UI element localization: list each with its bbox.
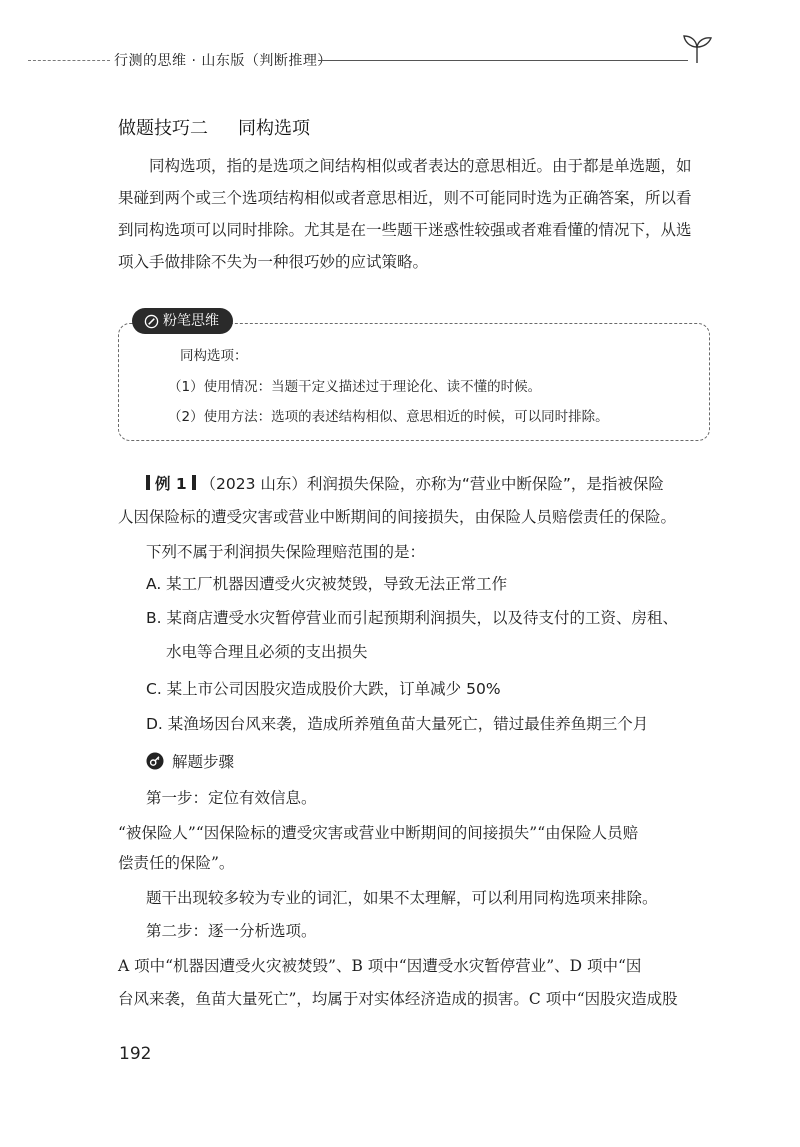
callout-item-1: （1）使用情况：当题干定义描述过于理论化、读不懂的时候。 [168,379,542,395]
key-circle-icon [146,752,164,770]
solution-note: 题干出现较多较为专业的词汇，如果不太理解，可以利用同构选项来排除。 [146,889,658,907]
analysis-line-1: A 项中“机器因遭受火灾被焚毁”、B 项中“因遭受水灾暂停营业”、D 项中“因 [118,957,642,975]
option-d: D. 某渔场因台风来袭，造成所养殖鱼苗大量死亡，错过最佳养鱼期三个月 [146,715,649,733]
header-rule [318,60,688,61]
example-tag: 例 1 [154,475,187,493]
running-header-title: 行测的思维 · 山东版（判断推理） [114,53,332,69]
section-title-part2: 同构选项 [238,118,310,139]
pen-circle-icon [144,314,159,329]
step-1: 第一步：定位有效信息。 [146,789,317,807]
solution-heading-label: 解题步骤 [172,753,235,771]
tip-badge-label: 粉笔思维 [163,313,219,329]
example-tag-bar-left [146,475,150,490]
intro-line-1: 同构选项，指的是选项之间结构相似或者表达的意思相近。由于都是单选题，如 [149,157,692,175]
intro-paragraph [118,150,712,278]
tip-badge [132,308,233,334]
intro-line-4: 项入手做排除不失为一种很巧妙的应试策略。 [118,253,429,271]
analysis-line-2: 台风来袭，鱼苗大量死亡”，均属于对实体经济造成的损害。C 项中“因股灾造成股 [118,990,678,1008]
example-stem-start: （2023 山东）利润损失保险，亦称为“营业中断保险”，是指被保险 [200,475,664,493]
quote-line-1: “被保险人”“因保险标的遭受灾害或营业中断期间的间接损失”“由保险人员赔 [118,824,639,842]
example-line-1 [146,468,664,501]
section-title [118,114,310,140]
section-title-part1: 做题技巧二 [118,118,208,139]
example-tag-bar-right [192,475,196,490]
option-b-line-2: 水电等合理且必须的支出损失 [166,643,368,661]
option-b-line-1: B. 某商店遭受水灾暂停营业而引起预期利润损失，以及待支付的工资、房租、 [146,609,678,627]
sprout-icon [680,34,714,64]
intro-line-2: 果碰到两个或三个选项结构相似或者意思相近，则不可能同时选为正确答案，所以看 [118,189,692,207]
step-2: 第二步：逐一分析选项。 [146,922,317,940]
quote-line-2: 偿责任的保险”。 [118,854,235,872]
callout-item-2: （2）使用方法：选项的表述结构相似、意思相近的时候，可以同时排除。 [168,409,609,425]
header-dotted-rule [28,60,110,61]
intro-line-3: 到同构选项可以同时排除。尤其是在一些题干迷惑性较强或者难看懂的情况下，从选 [118,221,692,239]
solution-heading [146,750,234,772]
option-a: A. 某工厂机器因遭受火灾被焚毁，导致无法正常工作 [146,575,508,593]
example-question: 下列不属于利润损失保险理赔范围的是： [146,543,426,561]
callout-heading: 同构选项： [180,348,248,364]
option-c: C. 某上市公司因股灾造成股价大跌，订单减少 50% [146,680,501,698]
example-line-2: 人因保险标的遭受灾害或营业中断期间的间接损失，由保险人员赔偿责任的保险。 [118,508,677,526]
page-number: 192 [119,1044,152,1064]
